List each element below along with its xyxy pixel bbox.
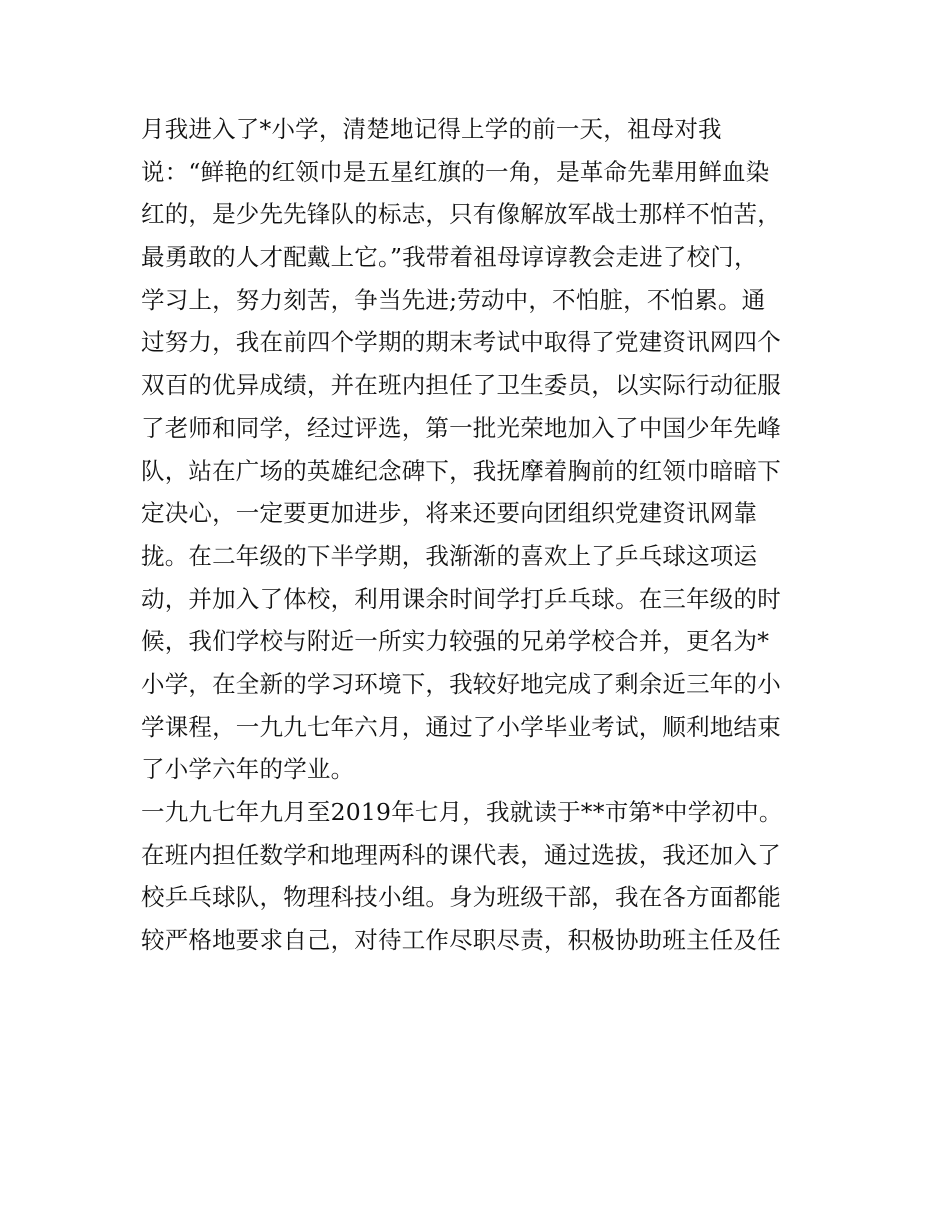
text-line: 最勇敢的人才配戴上它。”我带着祖母谆谆教会走进了校门， — [141, 243, 758, 272]
text-line: 定决心，一定要更加进步，将来还要向团组织党建资讯网靠 — [141, 499, 758, 528]
text-line: 学课程，一九九七年六月，通过了小学毕业考试，顺利地结束 — [141, 712, 781, 741]
text-line: 双百的优异成绩，并在班内担任了卫生委员，以实际行动征服 — [141, 371, 781, 400]
text-line: 小学，在全新的学习环境下，我较好地完成了剩余近三年的小 — [141, 669, 781, 698]
text-line: 候，我们学校与附近一所实力较强的兄弟学校合并，更名为* — [141, 627, 770, 656]
text-line: 过努力，我在前四个学期的期末考试中取得了党建资讯网四个 — [141, 328, 781, 357]
text-line: 说：“鲜艳的红领巾是五星红旗的一角，是革命先辈用鲜血染 — [141, 157, 770, 186]
text-line: 拢。在二年级的下半学期，我渐渐的喜欢上了乒乓球这项运 — [141, 541, 758, 570]
text-line: 队，站在广场的英雄纪念碑下，我抚摩着胸前的红领巾暗暗下 — [141, 456, 781, 485]
text-line: 较严格地要求自己，对待工作尽职尽责，积极协助班主任及任 — [141, 926, 781, 955]
text-line: 动，并加入了体校，利用课余时间学打乒乓球。在三年级的时 — [141, 584, 781, 613]
text-line: 学习上，努力刻苦，争当先进;劳动中，不怕脏，不怕累。通 — [141, 285, 766, 314]
body-text — [141, 108, 841, 962]
text-line: 了小学六年的学业。 — [141, 755, 355, 784]
text-line: 在班内担任数学和地理两科的课代表，通过选拔，我还加入了 — [141, 840, 781, 869]
text-line: 了老师和同学，经过评选，第一批光荣地加入了中国少年先峰 — [141, 413, 781, 442]
text-line: 一九九七年九月至2019年七月，我就读于**市第*中学初中。 — [141, 798, 783, 826]
text-line: 校乒乓球队，物理科技小组。身为班级干部，我在各方面都能 — [141, 883, 781, 912]
text-line: 月我进入了*小学，清楚地记得上学的前一天，祖母对我 — [141, 115, 722, 143]
text-line: 红的，是少先先锋队的标志，只有像解放军战士那样不怕苦， — [141, 200, 781, 229]
